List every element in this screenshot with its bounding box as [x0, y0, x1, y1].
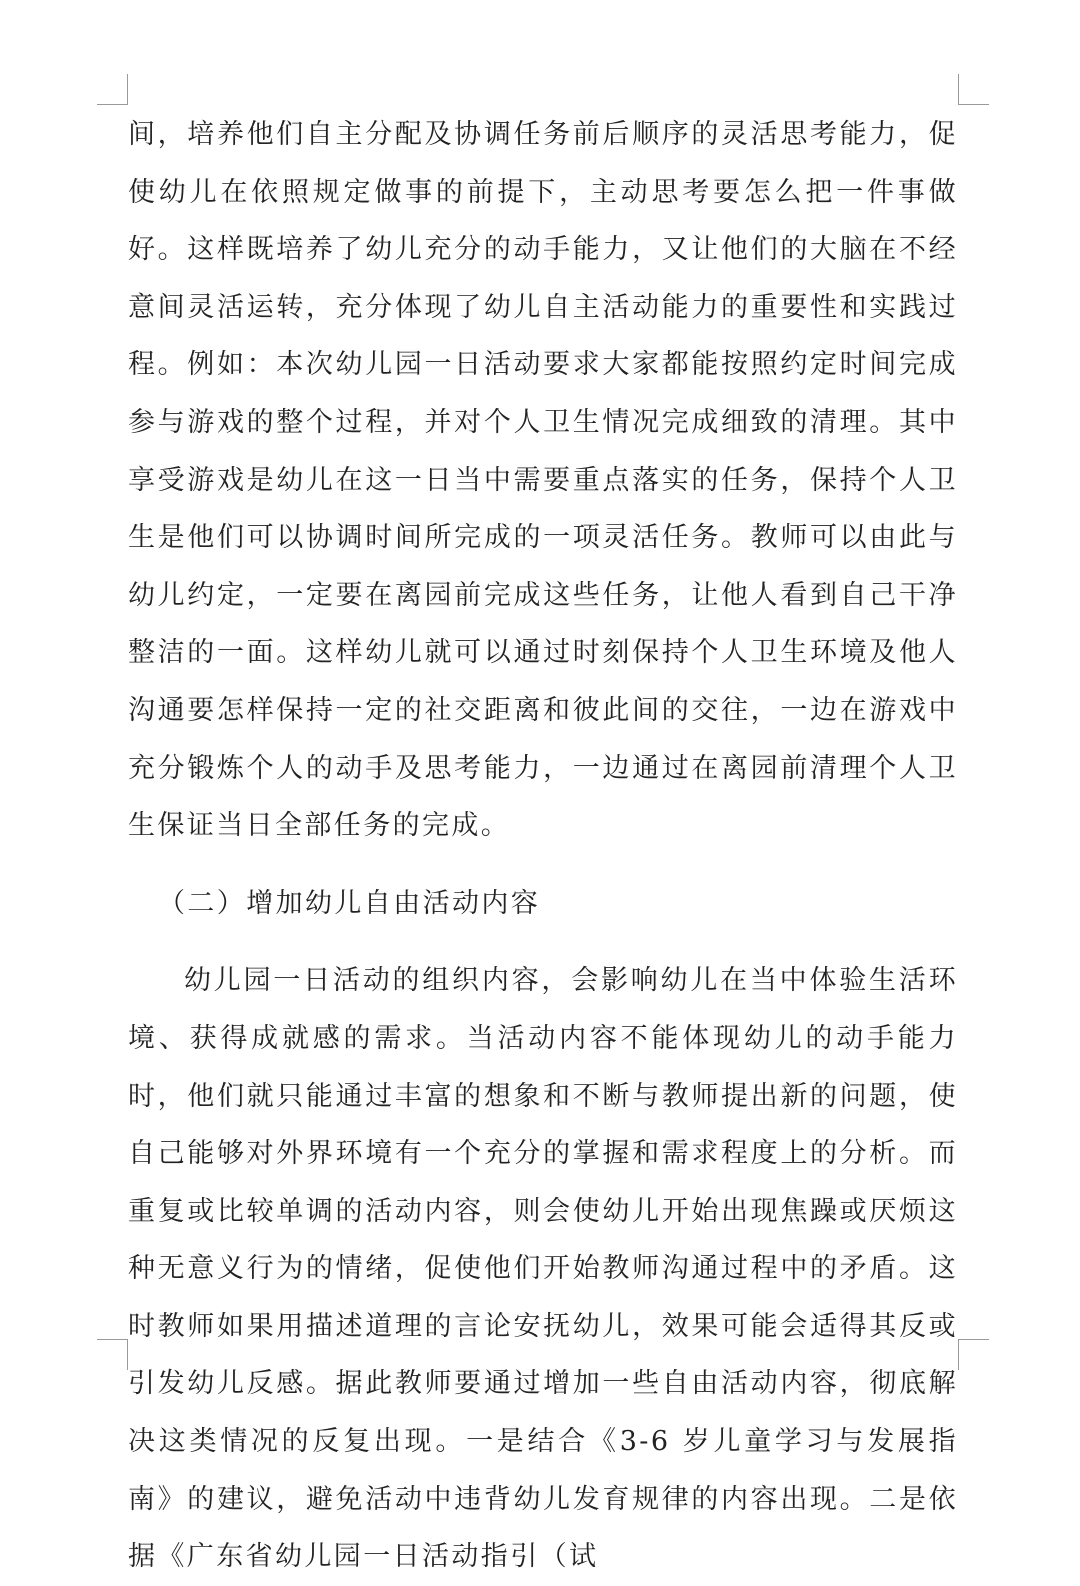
crop-mark-top-right [958, 74, 989, 105]
crop-mark-top-left [97, 74, 128, 105]
document-body [128, 106, 958, 1586]
section-heading: （二）增加幼儿自由活动内容 [158, 887, 541, 919]
paragraph-free-activity: 幼儿园一日活动的组织内容，会影响幼儿在当中体验生活环境、获得成就感的需求。当活动内容不能体现幼儿的动手能力时，他们就只能通过丰富的想象和不断与教师提出新的问题，使自己能够对外界环境有一个充分的掌握和需求程度上的分析。而重复或比较单调的活动内容，则会使幼儿开始出现焦躁或厌烦这种无意义行为的情绪，促使他们开始教师沟通过程中的矛盾。这时教师如果用描述道理的言论安抚幼儿，效果可能会适得其反或引发幼儿反感。据此教师要通过增加一些自由活动内容，彻底解决这类情况的反复出现。一是结合《3-6 岁儿童学习与发展指南》的建议，避免活动中违背幼儿发育规律的内容出现。二是依据《广东省幼儿园一日活动指引（试 [128, 965, 958, 1573]
crop-mark-bottom-left [97, 1339, 128, 1370]
paragraph-continued: 间，培养他们自主分配及协调任务前后顺序的灵活思考能力，促使幼儿在依照规定做事的前提下，主动思考要怎么把一件事做好。这样既培养了幼儿充分的动手能力，又让他们的大脑在不经意间灵活运转，充分体现了幼儿自主活动能力的重要性和实践过程。例如：本次幼儿园一日活动要求大家都能按照约定时间完成参与游戏的整个过程，并对个人卫生情况完成细致的清理。其中享受游戏是幼儿在这一日当中需要重点落实的任务，保持个人卫生是他们可以协调时间所完成的一项灵活任务。教师可以由此与幼儿约定，一定要在离园前完成这些任务，让他人看到自己干净整洁的一面。这样幼儿就可以通过时刻保持个人卫生环境及他人沟通要怎样保持一定的社交距离和彼此间的交往，一边在游戏中充分锻炼个人的动手及思考能力，一边通过在离园前清理个人卫生保证当日全部任务的完成。 [128, 119, 958, 842]
crop-mark-bottom-right [958, 1339, 989, 1370]
